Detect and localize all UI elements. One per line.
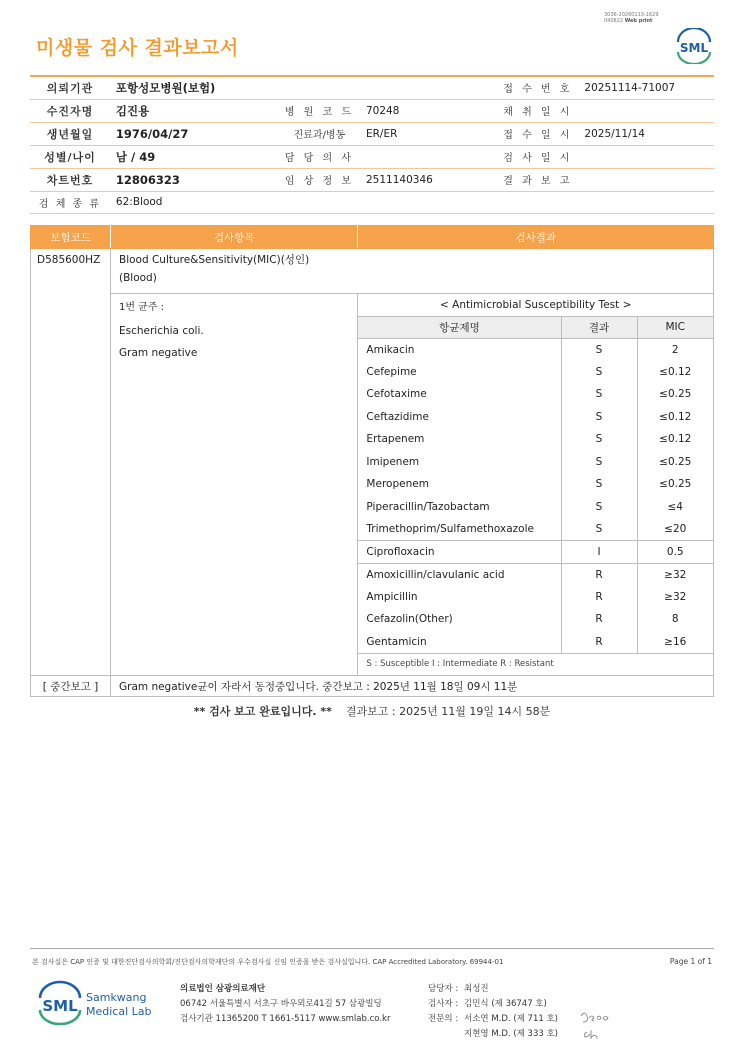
test-date-label: 검 사 일 시 [497, 145, 578, 168]
logo-text-1: Samkwang [86, 991, 147, 1004]
staff-row [428, 1027, 558, 1042]
logo-text-2: Medical Lab [86, 1005, 152, 1018]
receipt-no-label: 접 수 번 호 [497, 76, 578, 99]
drug-result: R [561, 586, 637, 609]
test-date-value [578, 145, 714, 168]
drug-mic: ≤0.12 [637, 361, 713, 384]
hospital-code-label: 병 원 코 드 [279, 99, 360, 122]
sexage-label: 성별/나이 [30, 145, 110, 168]
ast-col-result: 결과 [561, 316, 637, 338]
drug-name: Cefepime [366, 365, 417, 378]
print-code: 3036-20260113-1629 [604, 12, 659, 18]
accreditation-note: 본 검사실은 CAP 인증 및 대한진단검사의학회/진단검사의학재단의 우수검사실 신임 인증을 받은 검사실입니다. CAP Accredited Laboratory. 69944-01 [32, 958, 504, 966]
drug-result: S [561, 451, 637, 474]
staff-name: 지현영 M.D. (제 333 호) [464, 1029, 559, 1039]
drug-mic: 0.5 [637, 541, 713, 564]
staff-name: 김민식 (제 36747 호) [464, 999, 547, 1009]
collect-date-label: 채 취 일 시 [497, 99, 578, 122]
drug-name: Gentamicin [358, 631, 561, 654]
drug-result: S [561, 518, 637, 541]
specimen-value: 62:Blood [110, 191, 714, 213]
ast-row [358, 608, 713, 631]
chart-label: 차트번호 [30, 168, 110, 191]
clinical-value: 2511140346 [360, 168, 497, 191]
clinical-label: 임 상 정 보 [279, 168, 360, 191]
print-meta [604, 12, 659, 24]
org-address: 06742 서울특별시 서초구 바우뫼로41길 57 삼광빌딩 [180, 999, 382, 1009]
sexage-value: 남 / 49 [110, 145, 279, 168]
ast-row [358, 563, 713, 586]
ast-col-mic: MIC [637, 316, 713, 338]
test-item-name: Blood Culture&Sensitivity(MIC)(성인) [118, 254, 310, 266]
result-table [30, 225, 714, 697]
drug-mic: ≤4 [637, 496, 713, 519]
ast-col-drug: 항균제명 [358, 316, 561, 338]
final-report-time: 결과보고 : 2025년 11월 19일 14시 58분 [345, 705, 551, 718]
print-mode: Web print [624, 18, 653, 24]
page-number: Page 1 of 1 [669, 957, 712, 966]
org-info [180, 982, 390, 1027]
drug-name: Trimethoprim/Sulfamethoxazole [358, 518, 561, 541]
staff-row [428, 982, 558, 997]
col-result-header: 검사결과 [358, 226, 714, 249]
drug-mic: ≤0.25 [637, 383, 713, 406]
col-code-header: 보험코드 [31, 226, 111, 249]
page-title: 미생물 검사 결과보고서 [36, 37, 239, 59]
svg-text:SML: SML [679, 41, 709, 55]
interim-label: [ 중간보고 ] [31, 676, 111, 697]
print-id: 040822 [604, 18, 624, 24]
organism-cell [110, 294, 357, 676]
request-org-label: 의뢰기관 [30, 76, 110, 99]
ast-cell [358, 294, 714, 676]
birth-value: 1976/04/27 [110, 122, 279, 145]
drug-result: S [561, 428, 637, 451]
patient-value: 김진용 [110, 99, 279, 122]
ast-row [358, 451, 713, 474]
gram-stain: Gram negative [118, 347, 198, 359]
ast-legend: S : Susceptible I : Intermediate R : Resistant [366, 659, 554, 670]
ast-row [358, 586, 713, 609]
drug-name: Amikacin [366, 343, 415, 356]
ast-title: < Antimicrobial Susceptibility Test > [358, 294, 713, 316]
col-item-header: 검사항목 [110, 226, 357, 249]
ast-row [358, 518, 713, 541]
doctor-signature [577, 1008, 613, 1040]
drug-name: Ceftazidime [366, 410, 429, 423]
organism-name: Escherichia coli. [118, 324, 204, 337]
staff-row [428, 997, 558, 1012]
ast-row [358, 383, 713, 406]
drug-mic: ≥32 [637, 586, 713, 609]
drug-name: Cefazolin(Other) [366, 613, 453, 626]
drug-result: S [561, 473, 637, 496]
staff-role [428, 1027, 464, 1042]
birth-label: 생년월일 [30, 122, 110, 145]
sml-logo [672, 28, 716, 64]
hospital-code-value: 70248 [360, 99, 497, 122]
drug-name: Ciprofloxacin [358, 541, 561, 564]
drug-result: R [561, 631, 637, 654]
drug-name: Ertapenem [366, 433, 425, 446]
svg-text:SML: SML [42, 997, 78, 1015]
staff-name: 서소연 M.D. (제 711 호) [464, 1014, 559, 1024]
drug-name: Amoxicillin/clavulanic acid [366, 568, 505, 581]
ast-row [358, 631, 713, 654]
chart-value: 12806323 [110, 168, 279, 191]
test-item-cell [110, 249, 713, 294]
drug-result: R [561, 563, 637, 586]
footer-divider [30, 948, 714, 949]
staff-role: 담당자 : [428, 984, 459, 994]
organism-label: 1번 균주 : [118, 302, 165, 313]
doctor-label: 담 당 의 사 [279, 145, 360, 168]
ast-row [358, 541, 713, 564]
dept-label: 진료과/병동 [279, 122, 360, 145]
staff-role: 전문의 : [428, 1014, 459, 1024]
specimen-label: 검 체 종 류 [30, 191, 110, 213]
patient-label: 수진자명 [30, 99, 110, 122]
receipt-date-value: 2025/11/14 [578, 122, 714, 145]
org-name: 의료법인 삼광의료재단 [180, 984, 266, 994]
drug-mic: ≤0.25 [637, 473, 713, 496]
staff-name: 최성진 [464, 984, 489, 994]
ast-row [358, 406, 713, 429]
ast-legend-row [358, 653, 713, 675]
drug-mic: ≤0.25 [637, 451, 713, 474]
staff-list [428, 982, 558, 1042]
insurance-code: D585600HZ [31, 249, 111, 676]
drug-mic: ≤20 [637, 518, 713, 541]
staff-row [428, 1012, 558, 1027]
dept-value: ER/ER [360, 122, 497, 145]
patient-info-table [30, 75, 714, 214]
drug-result: I [561, 541, 637, 564]
report-complete-text: ** 검사 보고 완료입니다. ** [193, 705, 332, 718]
drug-name: Meropenem [366, 478, 429, 491]
drug-name: Piperacillin/Tazobactam [366, 500, 490, 513]
drug-result: S [561, 383, 637, 406]
drug-result: S [561, 338, 637, 361]
org-contact: 검사기관 11365200 T 1661-5117 www.smlab.co.kr [180, 1014, 391, 1024]
receipt-no-value: 20251114-71007 [578, 76, 714, 99]
staff-role: 검사자 : [428, 999, 459, 1009]
drug-mic: ≥32 [637, 563, 713, 586]
ast-row [358, 473, 713, 496]
drug-name: Cefotaxime [366, 388, 427, 401]
test-item-specimen: (Blood) [118, 272, 157, 284]
ast-table [358, 294, 713, 675]
drug-result: S [561, 496, 637, 519]
collect-date-value [578, 99, 714, 122]
doctor-value [360, 145, 497, 168]
drug-mic: ≥16 [637, 631, 713, 654]
drug-mic: 2 [637, 338, 713, 361]
drug-result: R [561, 608, 637, 631]
drug-result: S [561, 361, 637, 384]
drug-name: Ampicillin [366, 590, 418, 603]
final-status [0, 703, 744, 719]
report-date-value [578, 168, 714, 191]
drug-result: S [561, 406, 637, 429]
ast-row [358, 496, 713, 519]
drug-name: Imipenem [366, 455, 420, 468]
interim-text: Gram negative균이 자라서 동정중입니다. 중간보고 : 2025년 11월 18일 09시 11분 [110, 676, 713, 697]
drug-mic: ≤0.12 [637, 406, 713, 429]
drug-mic: 8 [637, 608, 713, 631]
drug-mic: ≤0.12 [637, 428, 713, 451]
receipt-date-label: 접 수 일 시 [497, 122, 578, 145]
ast-row [358, 338, 713, 361]
request-org-value: 포항성모병원(보험) [110, 76, 497, 99]
ast-row [358, 361, 713, 384]
samkwang-logo [36, 980, 166, 1026]
ast-row [358, 428, 713, 451]
report-date-label: 결 과 보 고 [497, 168, 578, 191]
